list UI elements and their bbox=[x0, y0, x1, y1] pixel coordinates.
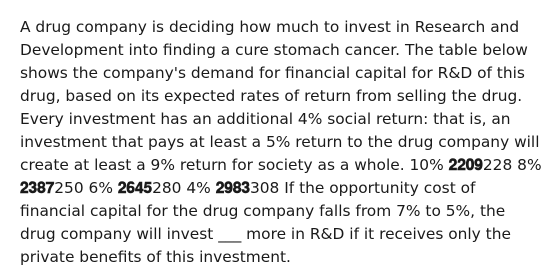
question-ending: If the opportunity cost of financial capital for the drug company falls from 7% to 5%, the drug company will invest ___ more in R&D if it receives only the private benefits of this investment. bbox=[20, 179, 511, 266]
table-row: 10% 𝟐𝟐𝟎𝟗228 bbox=[409, 156, 513, 174]
question-intro: A drug company is deciding how much to invest in Research and Development into finding a cure stomach cancer. The table below shows the company's demand for financial capital for R&D of this drug, based on its expected rates of return from selling the drug. Every investment has an additional 4% social return: that is, an investment that pays at least a 5% return to the drug company will create at least a 9% return for society as a whole. bbox=[20, 18, 540, 174]
table-row: 6% 𝟐𝟔𝟒𝟓280 bbox=[88, 179, 182, 197]
table-row: 8% 𝟐𝟑𝟖𝟕250 bbox=[20, 156, 542, 197]
table-row: 4% 𝟐𝟗𝟖𝟑308 bbox=[186, 179, 280, 197]
